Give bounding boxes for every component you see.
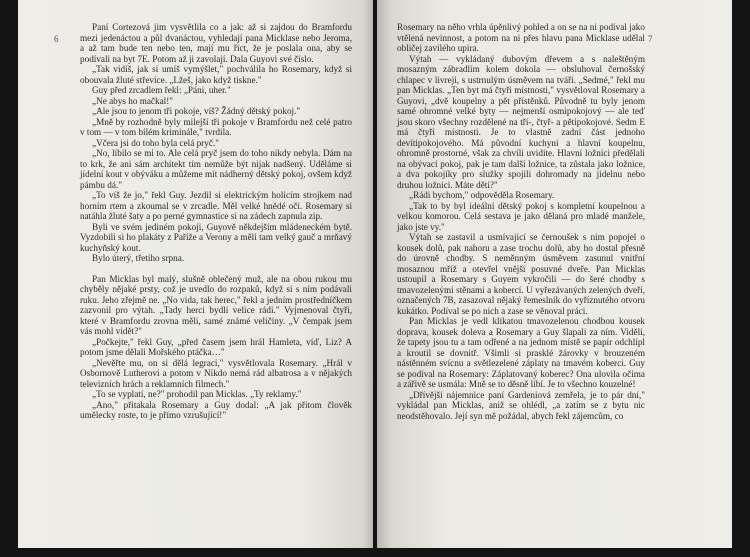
paragraph: Pan Micklas byl malý, slušně oblečený muž, ale na obou rukou mu chyběly nějaké prsty, což je uvedlo do rozpaků, když si s ním podávali ruku. Jeho zřejmě ne. „No vida, tak herec," řekl a jedním prostředníčkem zazvonil pro výtah. „Tady herci bydlí velice rádi." Vyjmenoval čtyři, které v Bramfordu zrovna měli, samé známé veličiny. „V čempak jsem vás mohl vidět?" (80, 273, 352, 336)
right-page (377, 0, 732, 548)
page-number: 7 (648, 34, 653, 44)
paragraph: „Mně by rozhodně byly milejší tři pokoje v Bramfordu než celé patro v tom — v tom bílém kriminále," tvrdila. (80, 116, 352, 137)
paragraph: Výtah — vykládaný dubovým dřevem a s naleštěným mosazným zábradlím kolem dokola — obsluhoval černošský chlapec v livreji, s ustrnulým úsměvem na tváři. „Sedmé," řekl mu pan Micklas. „Ten byt má čtyři místnosti," vysvětloval Rosemary a Guyovi, „dvě koupelny a pět přístěnků. Původně tu byly jenom samé ohromné velké byty — nejmenší osmipokojový — ale teď jsou skoro všechny rozdělené na tří-, čtyř- a pětipokojové. Sedm E má čtyři místnosti. Je to vlastně zadní část jednoho devítipokojového. Má původní kuchyni a hlavní koupelnu, ohromně prostorné, však za chvíli uvidíte. Hlavní ložnici předělali na obývací pokoj, pak je tam další ložnice, ta zůstala jako ložnice, a dva pokojíky pro služky spojili dohromady na jídelnu nebo druhou ložnici. Máte děti?" (397, 53, 645, 190)
paragraph: „Ano," přitakala Rosemary a Guy dodal: „A jak přitom člověk umělecky roste, to je přímo vzrušující!" (80, 399, 352, 420)
paragraph: Paní Cortezová jim vysvětlila co a jak: až si zajdou do Bramfordu mezi jedenáctou a půl dvanáctou, vyhledají pana Micklase nebo Jeroma, a až tam bude ten nebo ten, mají mu říct, že je poslala ona, aby se podívali na byt 7E. Potom až ji zavolají. Dala Guyovi své číslo. (80, 22, 352, 64)
paragraph: „Ne abys ho mačkal!" (92, 95, 174, 106)
paragraph: „Počkejte," řekl Guy, „před časem jsem hrál Hamleta, víď, Liz? A potom jsme dělali Mořského ptáčka…" (80, 336, 352, 357)
page-number: 6 (54, 34, 59, 44)
paragraph: „Dřívější nájemnice paní Gardeniová zemřela, je to pár dní," vykládal pan Micklas, aniž se ohlédl, „a zatím se z bytu nic neodstěhovalo. Její syn mě požádal, abych řekl zájemcům, co (397, 389, 645, 421)
paragraph: „No, líbilo se mi to. Ale celá pryč jsem do toho nikdy nebyla. Dám na to krk, že ani sám architekt tím nemůže být nijak nadšený. Uděláme si jídelní kout v obýváku a můžeme mít nádherný dětský pokoj, ovšem když pámbu dá." (80, 148, 353, 190)
paragraph: Guy před zrcadlem řekl: „Páni, uher." (92, 85, 231, 95)
paragraph: „To se vyplatí, ne?" prohodil pan Micklas. „Ty reklamy." (92, 389, 302, 399)
paragraph: Rosemary na něho vrhla úpěnlivý pohled a on se na ni podíval jako vtělená nevinnost, a potom na ni přes hlavu pana Micklase udělal obličej zavilého upíra. (397, 22, 645, 53)
paragraph: „Ale jsou to jenom tři pokoje, víš? Žádný dětský pokoj." (92, 106, 301, 116)
paragraph: „Nevěřte mu, on si dělá legraci," vysvětlovala Rosemary. „Hrál v Osbornově Lutherovi a potom v Nikdo nemá rád albatrosa a v nějakých televizních hrách a reklamních filmech." (80, 357, 352, 389)
left-page (18, 0, 373, 548)
page-text (397, 22, 645, 421)
paragraph: „Tak to by byl ideální dětský pokoj s kompletní koupelnou a velkou komorou. Celá sestava je jako dělaná pro mladé manžele, jako jste vy." (397, 200, 645, 232)
paragraph: „Včera jsi do toho byla celá pryč." (92, 137, 219, 148)
paragraph: „Rádi bychom," odpověděla Rosemary. (409, 190, 555, 200)
paragraph: Pan Micklas je vedl klikatou tmavozelenou chodbou kousek doprava, kousek doleva a Rosemary a Guy šlapali za ním. Viděli, že tapety jsou tu a tam odřené a na jednom místě se papír odchlípl a kroutil se dovnitř. Všimli si prasklé žárovky v brouzeném nástěnném svícnu a světlezelené záplaty na tmavém koberci. Guy se podíval na Rosemary: Záplatovaný koberec? Ona ulovila očima a zářivě se usmála: Mně se to děsně líbí. Je to všechno kouzelné! (397, 316, 645, 389)
page-text (80, 22, 352, 421)
paragraph: Výtah se zastavil a usmívající se černoušek s ním popojel o kousek dolů, pak nahoru a zase trochu dolů, aby ho dostal přesně do úrovně chodby. S neměnným úsměvem zasunul vnitřní mosaznou mříž a otevřel vnější posuvné dveře. Pan Micklas ustoupil a Rosemary s Guyem vykročili — do šeré chodby s tmavozelenými stěnami a kobercí. U vyřezávaných zelených dveří, označených 7B, zasazoval nějaký řemeslník do vyříznutého otvoru kukátko. Podíval se po nich a zase se věnoval práci. (397, 232, 645, 316)
paragraph: Byli ve svém jediném pokoji, Guyově někdejším mládeneckém bytě. Vyzdobili si ho plakáty z Paříže a Verony a měli tam velký gauč a mrňavý kuchyňský kout. (80, 221, 352, 253)
paragraph: Bylo úterý, třetího srpna. (92, 253, 185, 263)
paragraph: „To víš že jo," řekl Guy. Jezdil si elektrickým holicím strojkem nad horním rtem a zkoumal se v zrcadle. Měl velké hnědé oči. Rosemary si natáhla žluté šaty a po perné gymnastice si na zádech zapnula zip. (80, 190, 352, 221)
paragraph: „Tak vidíš, jak si umíš vymýšlet," pochválila ho Rosemary, když si obouvala žluté střevíce. „Lžeš, jako když tiskne." (80, 64, 352, 85)
